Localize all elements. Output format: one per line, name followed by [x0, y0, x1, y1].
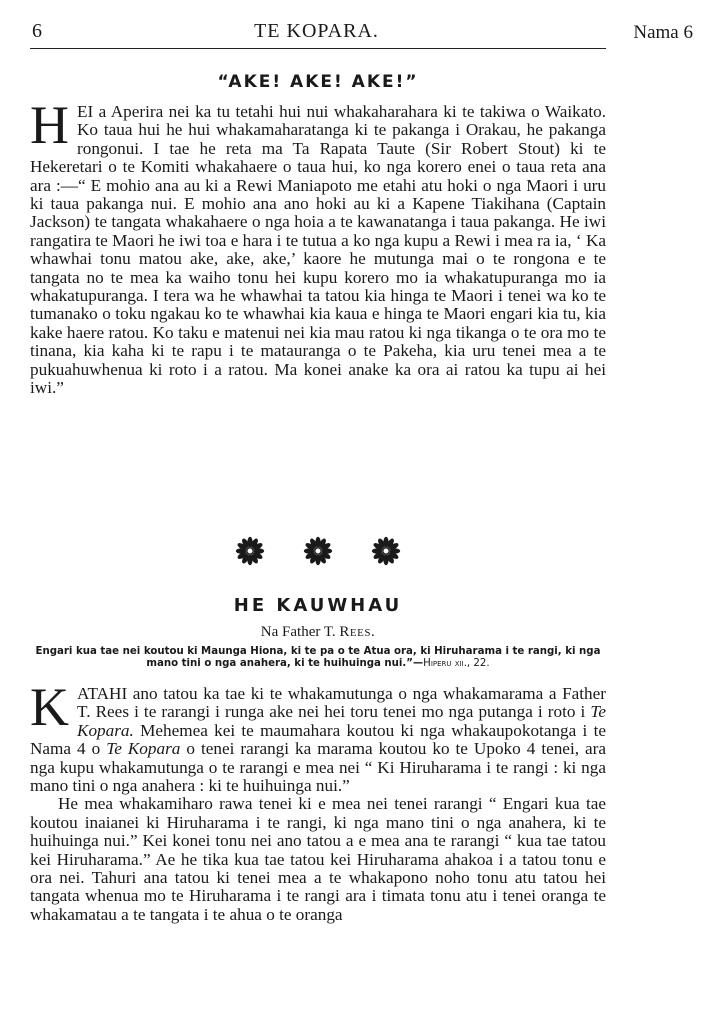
flower-ornament-icon [371, 536, 401, 566]
p1-text-b: Mehemea kei te maumahara koutou ki nga whakaupokotanga i te Nama 4 o [30, 720, 606, 759]
drop-cap: H [30, 103, 69, 155]
journal-name-italic: Te Kopara. [77, 702, 606, 740]
page-number: 6 [32, 20, 42, 42]
paragraph-1 [30, 685, 606, 795]
epigraph-text: Engari kua tae nei koutou ki Maunga Hiona, ki te pa o te Atua ora, ki Hiruharama i te rangi, ki nga mano tini o nga anahera, ki te huihuinga nui.”— [35, 646, 601, 669]
article-title-kauwhau: HE KAUWHAU [233, 595, 403, 616]
p1-text-c: o tenei rarangi ka marama koutou ko te Upoko 4 tenei, ara nga kupu whakamutunga o te rarangi e mea nei “ Ki Hiruharama i te rangi : ki nga mano tini o nga anahera : ki te huihuinga nui.” [30, 739, 606, 796]
section-divider [30, 536, 606, 566]
epigraph [30, 646, 606, 669]
paragraph-2: He mea whakamiharo rawa tenei ki e mea nei tenei rarangi “ Engari kua tae koutou inaianei ki Hiruharama i te rangi, ki nga mano tini o nga anahera, ki te huihuinga nui.” Kei konei tonu nei ano tatou a e mea ana te rarangi “ kua tae tatou kei Hiruharama.” Ae he tika kua tae tatou kei Hiruharama ahakoa i a tatou tonu e ora nei. Tahuri ana tatou ki tenei mea a te whakapono noho tonu atu tatou hei tangata whenua mo te Hiruharama i te rangi ara i timata tonu atu i tenei oranga te whakamatau a te tangata i te ahua o te oranga [30, 794, 606, 924]
epigraph-reference: Hiperu xii., 22. [423, 657, 490, 669]
drop-cap: K [30, 685, 69, 737]
issue-number: Nama 6 [633, 22, 693, 43]
article-text: EI a Aperira nei ka tu tetahi hui nui whakaharahara ki te takiwa o Waikato. Ko taua hui he hui whakamaharatanga ki te pakanga i Orakau, he pakanga rongonui. I tae he reta ma Ta Rapata Taute (Sir Robert Stout) ki te Hekeretari o te Komiti whakahaere o taua hui, ko nga korero enei o taua reta ana ara :—“ E mohio ana au ki a Rewi Maniapoto me etahi atu hoki o nga Maori i uru ki taua pakanga nui. E mohio ana ano hoki au ki a Kapene Tiakihana (Captain Jackson) te tangata whakahaere o nga hoia a te kawanatanga i taua pakanga. He iwi rangatira te Maori he iwi toa e hara i te tutua a ko nga kupu a Rewi i mea ra ia, ‘ Ka whawhai tonu matou ake, ake, ake,’ kaore he mutunga mai o te rongona e te tangata no te mea ka waiho tonu hei kupu korero mo ia whakatupuranga mo ia whakatupuranga. I tera wa he whawhai ta tatou kia hinga te Maori i tenei wa ko te tumanako o toku ngakau ko te whawhai kia kaua e hinga te Maori engari kia tu, kia kake haere ratou. Ko taku e matenui nei kia mau ratou ki nga tikanga o te ora mo te tinana, kia kaha ki te rapu i te matauranga o te Pakeha, kia uru tenei mea a te pukuahuwhenua ki roto i a ratou. Ma konei anake ka ora ai ratou ka tupu ai hei iwi.” [30, 103, 606, 398]
journal-title: TE KOPARA. [254, 20, 379, 42]
p1-text-a: ATAHI ano tatou ka tae ki te whakamutunga o nga whakamarama a Father T. Rees i te rarangi i runga ake nei hei toru tenei mo nga putanga i roto i [77, 685, 606, 722]
journal-name-italic: Te Kopara [106, 739, 181, 759]
flower-ornament-icon [235, 536, 265, 566]
byline-prefix: Na Father T. [260, 624, 336, 640]
byline-name: Rees. [339, 624, 376, 640]
article-body-ake [30, 103, 606, 515]
header-rule [30, 48, 606, 49]
byline [30, 624, 606, 641]
running-header [28, 18, 693, 44]
article-title-ake: “AKE! AKE! AKE!” [217, 72, 419, 92]
article-body-kauwhau [30, 685, 606, 1032]
flower-ornament-icon [303, 536, 333, 566]
